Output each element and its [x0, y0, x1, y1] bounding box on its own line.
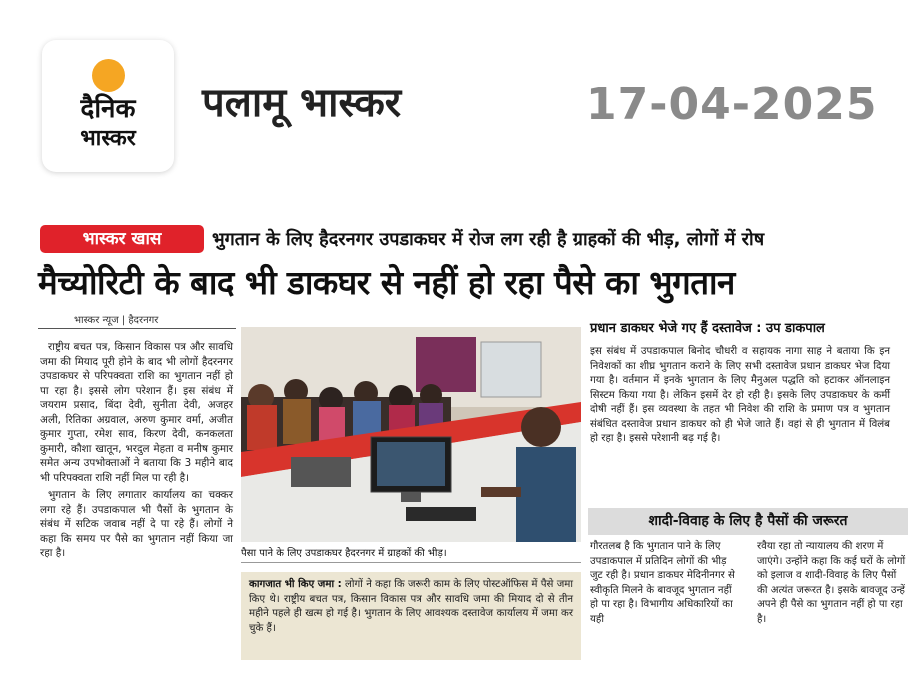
article-column-4b: रवैया रहा तो न्यायालय की शरण में जाएंगे। उन्होंने कहा कि कई घरों के लोगों को इलाज व शादी-विवाह के लिए पैसों की अत्यंत जरूरत है। इसके बावजूद उन्हें अपने ही पैसे का भुगतान नहीं हो पा रहा है।	[757, 541, 906, 625]
logo-line-1: दैनिक	[80, 94, 136, 124]
newspaper-logo	[42, 40, 174, 172]
article-column-3: इस संबंध में उपडाकपाल बिनोद चौधरी व सहायक नागा साह ने बताया कि इन निवेशकों का शीघ्र भुगतान कराने के लिए सभी दस्तावेज प्रधान डाकघर भेज दिया गया है। वर्तमान में इनके भुगतान के लिए मैनुअल पद्धति को हटाकर ऑनलाइन सिस्टम किया गया है। लेकिन इसमें देर हो रही है। इसके लिए उपडाकघर के कर्मी दोषी नहीं हैं। इस व्यवस्था के तहत भी निवेश की राशि के प्रमाण पत्र व भुगतान संबंधित दस्तावेज प्रधान डाकघर को ही भेजे जाते हैं। वहां से ही भुगतान में विलंब हो रहा है। इससे परेशानी बढ़ गई है।	[590, 346, 890, 444]
headline: मैच्योरिटी के बाद भी डाकघर से नहीं हो रहा पैसे का भुगतान	[38, 263, 735, 302]
sun-icon	[92, 59, 125, 92]
edition-date: 17-04-2025	[586, 79, 878, 130]
post-office-crowd-illustration	[241, 327, 581, 542]
paragraph: राष्ट्रीय बचत पत्र, किसान विकास पत्र और सावधि जमा की मियाद पूरी होने के बाद भी लोगों हैदरनगर उपडाकघर से परिपक्वता राशि का भुगतान नहीं हो पा रहा है। इससे लोग परेशान हैं। इस संबंध में जयराम प्रसाद, बिंदा देवी, सुनीता देवी, अजहर अली, रितिका अग्रवाल, अरुण कुमार वर्मा, अजीत कुमार गुप्ता, रमेश साव, किरण देवी, कनकलता कुमारी, कौशा खातून, भरदुल मेहता व मनीष कुमार समेत अन्य उपभोक्ताओं ने बताया कि 3 महीने बाद भी परिपक्वता राशि नहीं मिल पा रही है।	[40, 341, 233, 484]
box-lead: कागजात भी किए जमा :	[249, 579, 342, 590]
kicker-text: भुगतान के लिए हैदरनगर उपडाकघर में रोज लग रही है ग्राहकों की भीड़, लोगों में रोष	[212, 229, 765, 250]
article-column-1	[40, 340, 233, 564]
edition-name: पलामू भास्कर	[202, 80, 402, 126]
box-text: लोगों ने कहा कि जरूरी काम के लिए पोस्टऑफिस में पैसे जमा किए थे। राष्ट्रीय बचत पत्र, किसान विकास पत्र और सावधि जमा की मियाद दो से तीन महीने पहले ही खत्म हो गई है। भुगतान के लिए आवश्यक दस्तावेज कार्यालय में जमा कर चुके हैं।	[249, 579, 573, 634]
article-column-4a: गौरतलब है कि भुगतान पाने के लिए उपडाकपाल में प्रतिदिन लोगों की भीड़ जुट रही है। प्रधान डाकघर मेदिनीनगर से स्वीकृति मिलने के बावजूद भुगतान नहीं हो पा रहा है। विभागीय अधिकारियों का यही	[590, 541, 735, 625]
subheading-documents: प्रधान डाकघर भेजे गए हैं दस्तावेज : उप डाकपाल	[590, 321, 825, 336]
news-photo	[241, 327, 581, 542]
subheading-wedding: शादी-विवाह के लिए है पैसों की जरूरत	[648, 513, 848, 529]
divider	[38, 328, 236, 329]
photo-caption: पैसा पाने के लिए उपडाकघर हैदरनगर में ग्राहकों की भीड़।	[241, 546, 581, 563]
kicker-tag: भास्कर खास	[40, 225, 204, 253]
logo-line-2: भास्कर	[80, 126, 136, 151]
paragraph: भुगतान के लिए लगातार कार्यालय का चक्कर लगा रहे हैं। उपडाकपाल भी पैसों के भुगतान के संबंध में सटिक जवाब नहीं दे पा रहे हैं। लोगों ने कहा कि समय पर पैसे का भुगतान नहीं किया जा रहा है।	[40, 489, 233, 559]
sidebar-box	[241, 572, 581, 660]
byline: भास्कर न्यूज | हैदरनगर	[74, 315, 159, 326]
